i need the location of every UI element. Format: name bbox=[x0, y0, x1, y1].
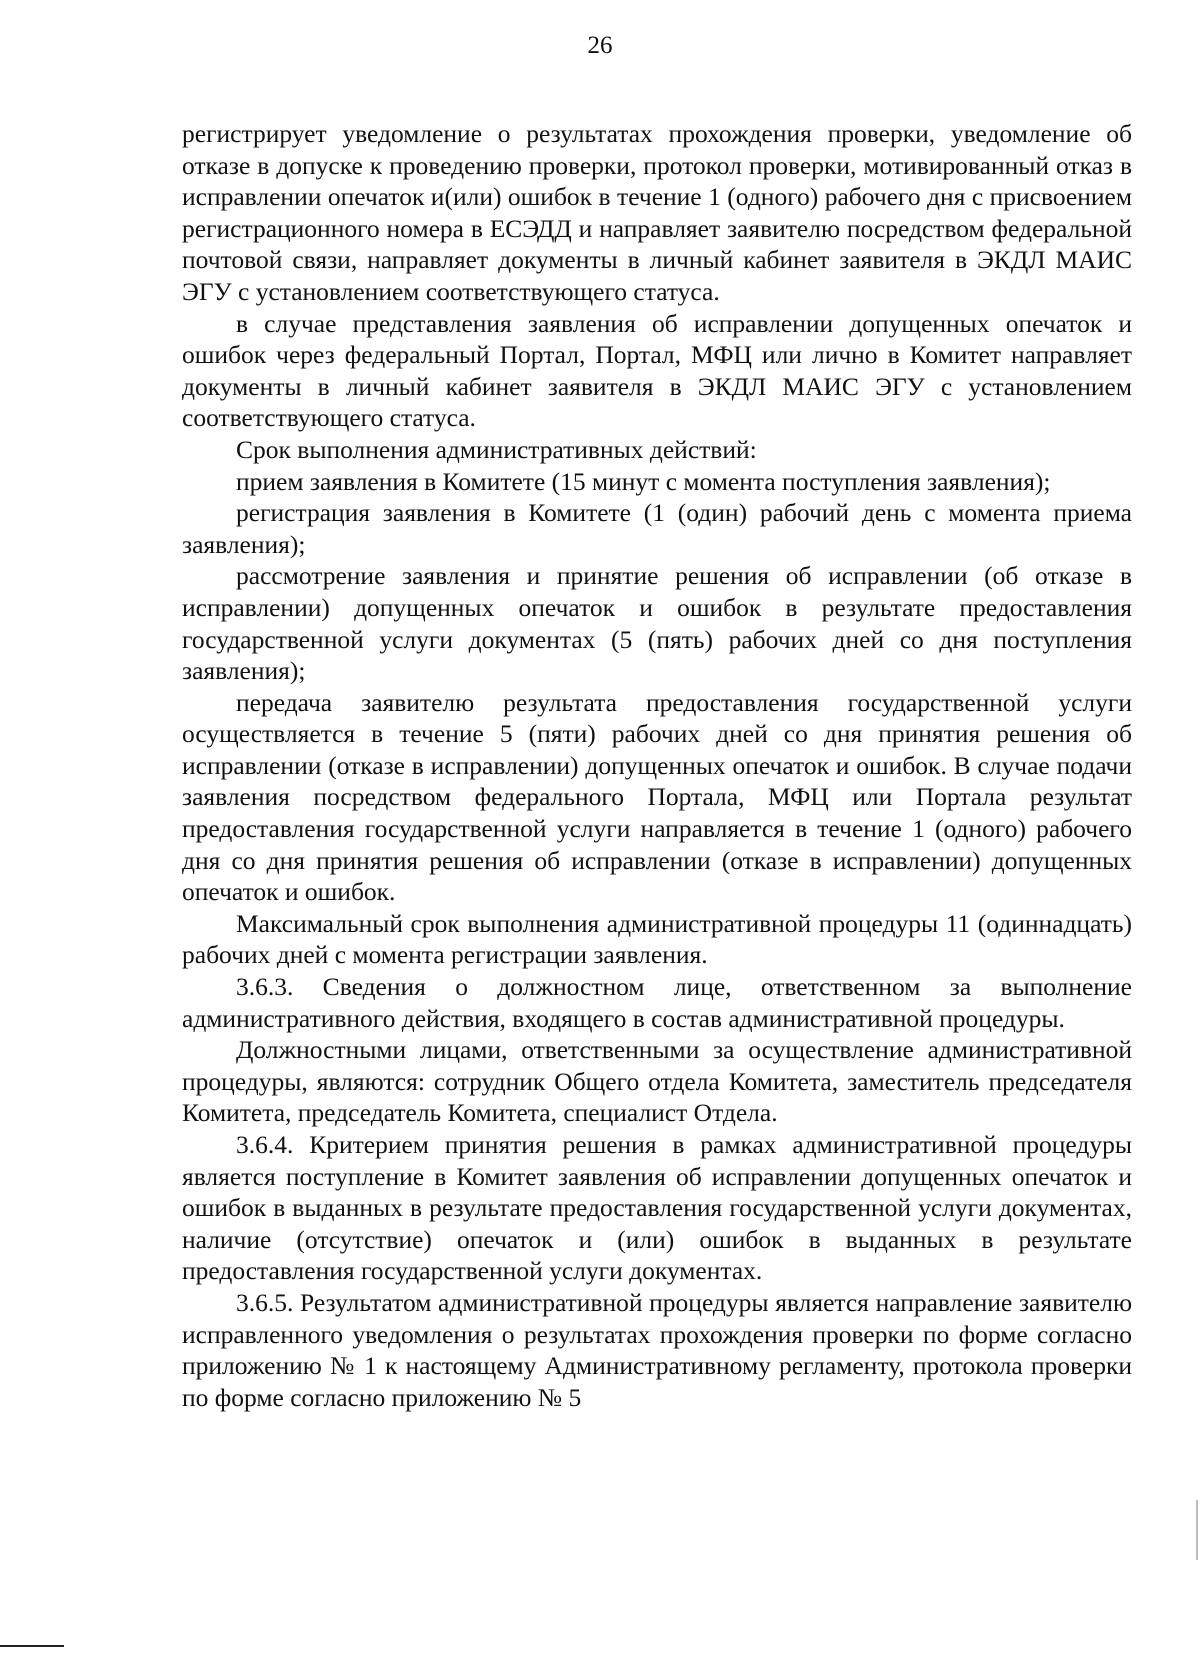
paragraph-deadline-heading: Срок выполнения административных действий: bbox=[236, 434, 757, 464]
scan-artifact-line bbox=[0, 1645, 64, 1647]
paragraph-transfer: передача заявителю результата предоставления государственной услуги осуществляется в течение 5 (пяти) рабочих дней со дня принятия решения об исправлении (отказе в исправлении) допущенных опечаток и ошибок. В случае подачи заявления посредством федерального Портала, МФЦ или Портала результат предоставления государственной услуги направляется в течение 1 (одного) рабочего дня со дня принятия решения об исправлении (отказе в исправлении) допущенных опечаток и ошибок. bbox=[182, 687, 1132, 907]
paragraph-max-term: Максимальный срок выполнения административной процедуры 11 (одиннадцать) рабочих дней с момента регистрации заявления. bbox=[182, 908, 1132, 970]
document-body bbox=[182, 118, 1132, 1413]
paragraph-section-3-6-4: 3.6.4. Критерием принятия решения в рамках административной процедуры является поступление в Комитет заявления об исправлении допущенных опечаток и ошибок в выданных в результате предоставления государственной услуги документах, наличие (отсутствие) опечаток и (или) ошибок в выданных в результате предоставления государственной услуги документах. bbox=[182, 1130, 1132, 1286]
paragraph-reception: прием заявления в Комитете (15 минут с момента поступления заявления); bbox=[236, 466, 1051, 496]
paragraph-portal-submission: в случае представления заявления об исправлении допущенных опечаток и ошибок через федеральный Портал, Портал, МФЦ или лично в Комитет направляет документы в личный кабинет заявителя в ЭКДЛ МАИС ЭГУ с установлением соответствующего статуса. bbox=[182, 308, 1132, 433]
paragraph-review: рассмотрение заявления и принятие решения об исправлении (об отказе в исправлении) допущенных опечаток и ошибок в результате предоставления государственной услуги документах (5 (пять) рабочих дней со дня поступления заявления); bbox=[182, 561, 1132, 686]
page-number: 26 bbox=[587, 32, 613, 59]
scan-artifact-edge bbox=[1196, 1500, 1198, 1560]
paragraph-registration-term: регистрация заявления в Комитете (1 (один) рабочий день с момента приема заявления); bbox=[182, 498, 1132, 559]
paragraph-section-3-6-5: 3.6.5. Результатом административной процедуры является направление заявителю исправленного уведомления о результатах прохождения проверки по форме согласно приложению № 1 к настоящему Административному регламенту, протокола проверки по форме согласно приложению № 5 bbox=[182, 1287, 1132, 1412]
paragraph-registration: регистрирует уведомление о результатах прохождения проверки, уведомление об отказе в допуске к проведению проверки, протокол проверки, мотивированный отказ в исправлении опечаток и(или) ошибок в течение 1 (одного) рабочего дня с присвоением регистрационного номера в ЕСЭДД и направляет заявителю посредством федеральной почтовой связи, направляет документы в личный кабинет заявителя в ЭКДЛ МАИС ЭГУ с установлением соответствующего статуса. bbox=[182, 119, 1132, 306]
paragraph-officials: Должностными лицами, ответственными за осуществление административной процедуры, являются: сотрудник Общего отдела Комитета, заместитель председателя Комитета, председатель Комитета, специалист Отдела. bbox=[182, 1035, 1132, 1128]
paragraph-section-3-6-3: 3.6.3. Сведения о должностном лице, ответственном за выполнение административного действия, входящего в состав административной процедуры. bbox=[182, 972, 1132, 1033]
